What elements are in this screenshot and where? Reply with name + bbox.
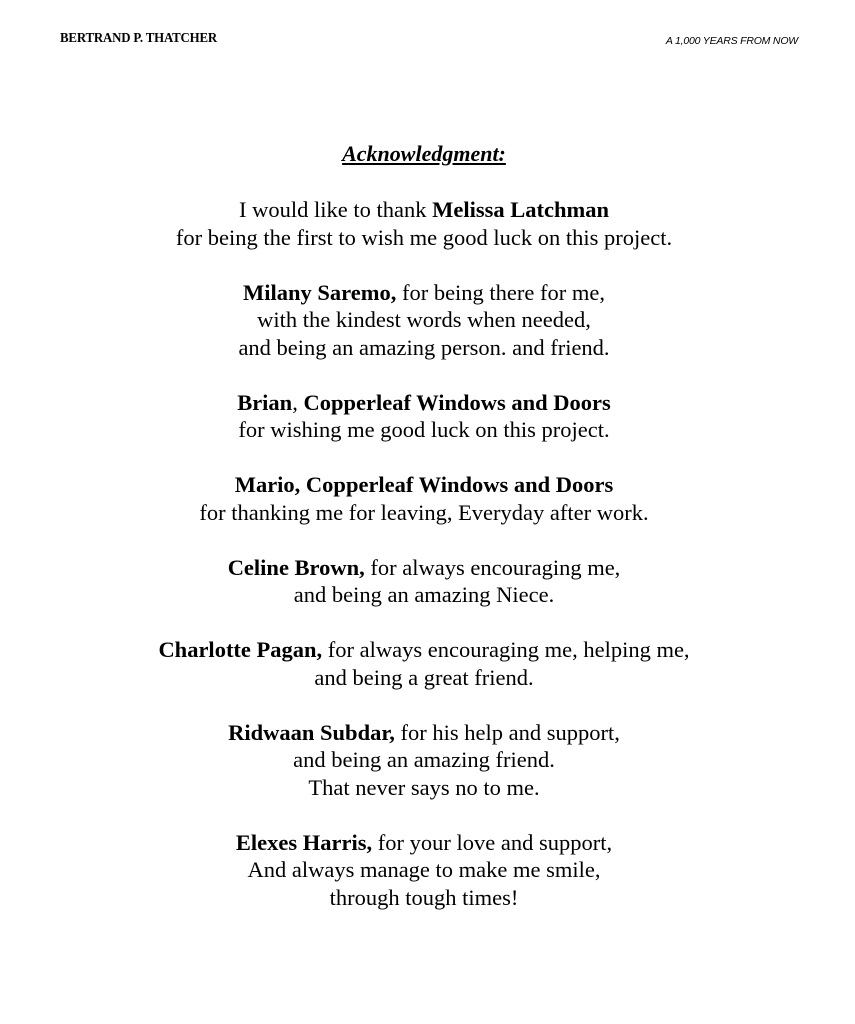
person-name: Celine Brown, bbox=[227, 554, 365, 580]
text-line bbox=[0, 279, 848, 307]
text-line bbox=[0, 746, 848, 774]
acknowledgment-paragraph bbox=[0, 389, 848, 444]
text-line bbox=[0, 306, 848, 334]
text-segment: through tough times! bbox=[329, 884, 519, 910]
text-segment: and being an amazing Niece. bbox=[293, 582, 555, 607]
text-line bbox=[0, 829, 848, 857]
text-line bbox=[0, 664, 848, 692]
text-line bbox=[0, 774, 848, 802]
text-segment: for his help and support, bbox=[394, 719, 620, 745]
person-name: Mario, Copperleaf Windows and Doors bbox=[234, 472, 614, 497]
person-name: Brian bbox=[237, 389, 293, 415]
text-segment: and being an amazing friend. bbox=[293, 747, 555, 772]
acknowledgment-paragraph bbox=[0, 279, 848, 362]
text-line bbox=[0, 856, 848, 884]
header-book-title: A 1,000 YEARS FROM NOW bbox=[665, 35, 798, 47]
text-segment: for being the first to wish me good luck on this project. bbox=[175, 224, 673, 250]
text-segment: for always encouraging me, helping me, bbox=[322, 637, 690, 662]
text-segment: for thanking me for leaving, Everyday after work. bbox=[199, 499, 649, 525]
text-segment: for being there for me, bbox=[396, 279, 605, 305]
text-line bbox=[0, 416, 848, 444]
text-line bbox=[0, 471, 848, 499]
text-segment: I would like to thank bbox=[239, 197, 433, 222]
text-line bbox=[0, 196, 848, 224]
text-line bbox=[0, 581, 848, 609]
acknowledgment-paragraph bbox=[0, 636, 848, 691]
text-line bbox=[0, 224, 848, 252]
text-segment: for wishing me good luck on this project. bbox=[238, 417, 610, 442]
acknowledgment-paragraph bbox=[0, 554, 848, 609]
person-name: Melissa Latchman bbox=[432, 197, 609, 222]
person-name: Ridwaan Subdar, bbox=[228, 719, 395, 745]
text-segment: for always encouraging me, bbox=[364, 554, 621, 580]
acknowledgment-paragraph bbox=[0, 471, 848, 526]
text-line bbox=[0, 636, 848, 664]
person-name: Milany Saremo, bbox=[243, 279, 397, 305]
text-segment: for your love and support, bbox=[372, 829, 613, 855]
person-name: Elexes Harris, bbox=[235, 829, 373, 855]
text-segment: with the kindest words when needed, bbox=[257, 307, 591, 332]
acknowledgment-paragraph bbox=[0, 829, 848, 912]
text-line bbox=[0, 334, 848, 362]
text-segment: , bbox=[292, 389, 304, 415]
text-segment: That never says no to me. bbox=[308, 774, 540, 800]
acknowledgment-body bbox=[0, 196, 848, 939]
text-line bbox=[0, 499, 848, 527]
acknowledgment-paragraph bbox=[0, 196, 848, 251]
acknowledgment-paragraph bbox=[0, 719, 848, 802]
text-line bbox=[0, 389, 848, 417]
page-title: Acknowledgment: bbox=[342, 141, 506, 166]
text-line bbox=[0, 884, 848, 912]
text-segment: and being a great friend. bbox=[314, 664, 534, 690]
text-line bbox=[0, 719, 848, 747]
text-segment: and being an amazing person. and friend. bbox=[238, 334, 610, 360]
person-name: Copperleaf Windows and Doors bbox=[303, 389, 611, 415]
person-name: Charlotte Pagan, bbox=[158, 637, 323, 662]
text-line bbox=[0, 554, 848, 582]
text-segment: And always manage to make me smile, bbox=[247, 857, 601, 882]
header-author: BERTRAND P. THATCHER bbox=[60, 31, 218, 46]
